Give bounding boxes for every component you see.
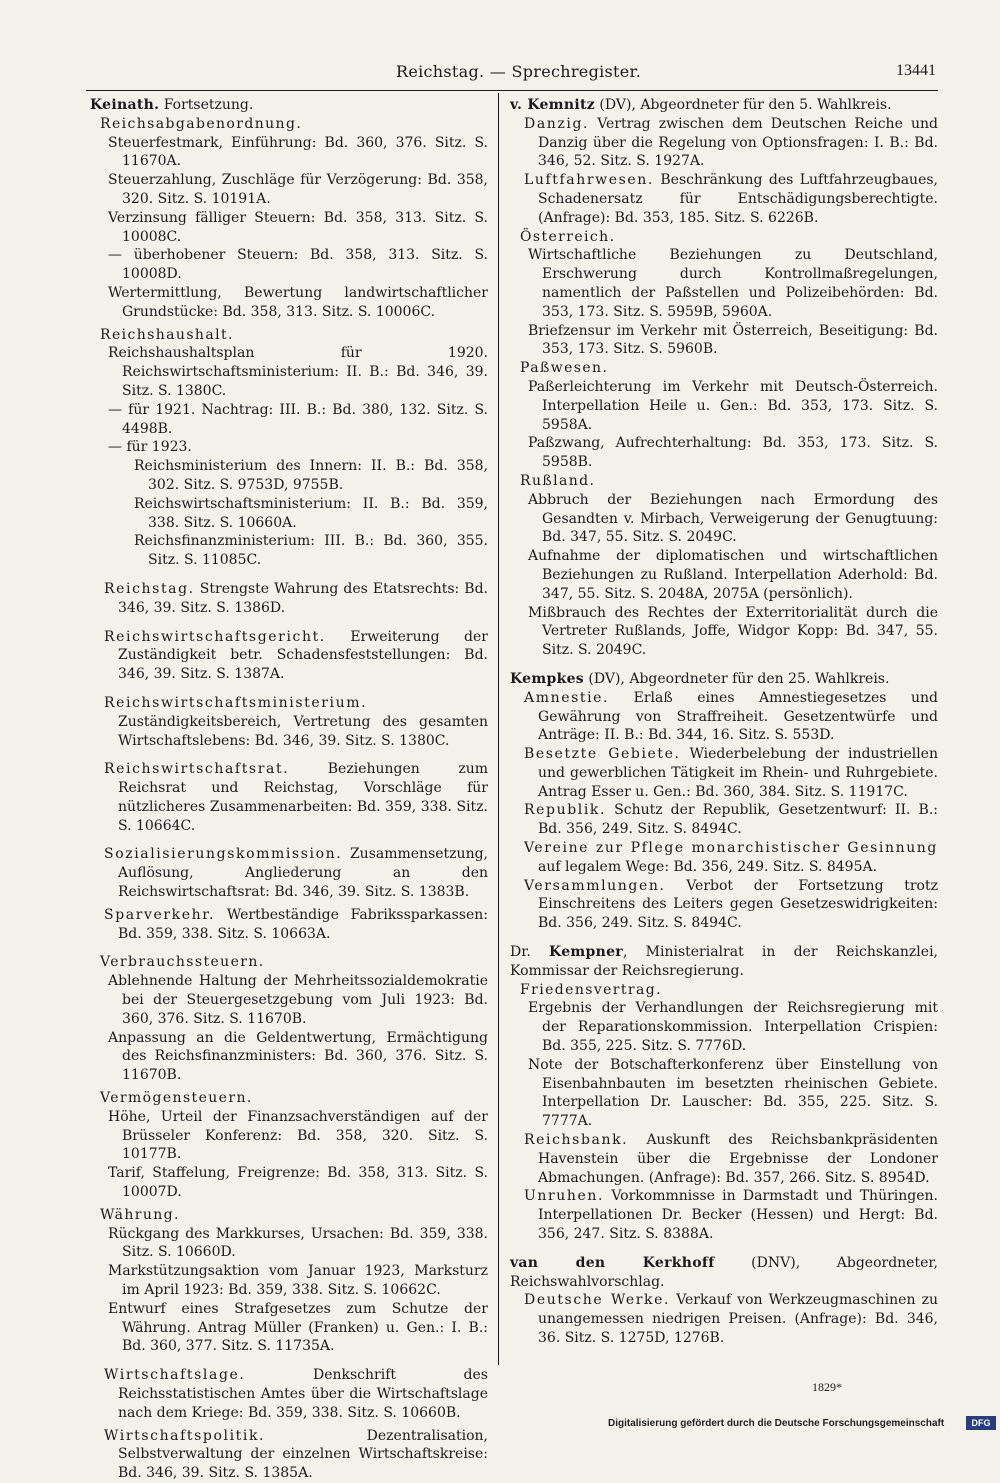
topic-label: Reichshaushalt.	[100, 326, 234, 343]
topic-label: Reichsabgabenordnung.	[100, 115, 303, 132]
speaker-heading-kempner: Dr. Kempner, Ministerialrat in der Reichskanzlei, Kommissar der Reichsregierung.	[510, 944, 939, 979]
topic-run-entry: Versammlungen. Verbot der Fortsetzung trotz Einschreitens des Leiters gegen Gesetzeswidrigkeiten: Bd. 356, 249. Sitz. S. 8494C.	[524, 877, 938, 932]
index-entry: Paßerleichterung im Verkehr mit Deutsch-Österreich. Interpellation Heile u. Gen.: Bd. 353, 173. Sitz. S. 5958A.	[528, 378, 938, 433]
topic-run-entry: Reichsbank. Auskunft des Reichsbankpräsidenten Havenstein über die Ergebnisse der Londoner Abmachungen. (Anfrage): Bd. 357, 266. Sitz. S. 8954D.	[524, 1132, 938, 1186]
topic-run-entry: Wirtschaftslage. Denkschrift des Reichsstatistischen Amtes über die Wirtschaftslage nach dem Kriege: Bd. 359, 338. Sitz. S. 10660B.	[104, 1367, 488, 1421]
topic-label: Vermögensteuern.	[100, 1090, 253, 1107]
index-entry: Abbruch der Beziehungen nach Ermordung des Gesandten v. Mirbach, Verweigerung der Genugtuung: Bd. 347, 55. Sitz. S. 2049C.	[528, 491, 938, 546]
topic-run-entry: Sparverkehr. Wertbeständige Fabrikssparkassen: Bd. 359, 338. Sitz. S. 10663A.	[104, 906, 488, 942]
index-entry: Ergebnis der Verhandlungen der Reichsregierung mit der Reparationskommission. Interpellation Crispien: Bd. 355, 225. Sitz. S. 7776D.	[528, 1000, 938, 1055]
index-entry: Mißbrauch des Rechtes der Exterritorialität durch die Vertreter Rußlands, Joffe, Widgor Kopp: Bd. 347, 55. Sitz. S. 2049C.	[528, 604, 938, 659]
index-entry: Wirtschaftliche Beziehungen zu Deutschland, Erschwerung durch Kontrollmaßregelungen, namentlich der Paßstellen und Polizeibehörden: Bd. 353, 173. Sitz. S. 5959B, 5960A.	[528, 247, 938, 320]
index-entry: Tarif, Staffelung, Freigrenze: Bd. 358, 313. Sitz. S. 10007D.	[108, 1165, 488, 1201]
index-entry: Wertermittlung, Bewertung landwirtschaftlicher Grundstücke: Bd. 358, 313. Sitz. S. 10006C.	[108, 284, 488, 320]
index-entry: Briefzensur im Verkehr mit Österreich, Beseitigung: Bd. 353, 173. Sitz. S. 5960B.	[528, 322, 938, 358]
funding-footer: Digitalisierung gefördert durch die Deutsche Forschungsgemeinschaft	[608, 1418, 945, 1429]
index-entry: — für 1923.	[108, 439, 192, 456]
left-column	[90, 96, 488, 1483]
topic-run-entry: Republik. Schutz der Republik, Gesetzentwurf: II. B.: Bd. 356, 249. Sitz. S. 8494C.	[524, 802, 938, 838]
index-entry: — überhobener Steuern: Bd. 358, 313. Sitz. S. 10008D.	[108, 247, 488, 283]
index-entry: Note der Botschafterkonferenz über Einstellung von Eisenbahnbauten im besetzten rheinischen Gebiete. Interpellation Dr. Lauscher: Bd. 355, 225. Sitz. S. 7777A.	[528, 1056, 938, 1130]
index-entry: Verzinsung fälliger Steuern: Bd. 358, 313. Sitz. S. 10008C.	[108, 209, 488, 245]
speaker-heading-kerkhoff: van den Kerkhoff (DNV), Abgeordneter, Reichswahlvorschlag.	[510, 1254, 938, 1290]
topic-run-entry: Reichswirtschaftsgericht. Erweiterung der Zuständigkeit betr. Schadensfeststellungen: Bd. 346, 39. Sitz. S. 1387A.	[104, 628, 488, 683]
page-header	[86, 60, 938, 91]
topic-run-entry: Reichstag. Strengste Wahrung des Etatsrechts: Bd. 346, 39. Sitz. S. 1386D.	[104, 580, 488, 616]
topic-run-entry: Sozialisierungskommission. Zusammensetzung, Auflösung, Angliederung an den Reichswirtschaftsrat: Bd. 346, 39. Sitz. S. 1383B.	[104, 846, 488, 901]
topic-run-entry: Danzig. Vertrag zwischen dem Deutschen Reiche und Danzig über die Regelung von Optionsfragen: I. B.: Bd. 346, 52. Sitz. S. 1927A.	[524, 115, 938, 170]
page-number: 13441	[896, 62, 936, 79]
topic-label: Verbrauchssteuern.	[100, 954, 265, 971]
index-entry: Rückgang des Markkurses, Ursachen: Bd. 359, 338. Sitz. S. 10660D.	[108, 1225, 488, 1261]
topic-run-entry: Luftfahrwesen. Beschränkung des Luftfahrzeugbaues, Schadenersatz für Entschädigungsberechtigte. (Anfrage): Bd. 353, 185. Sitz. S. 6226B.	[524, 172, 938, 226]
speaker-heading-kempkes: Kempkes (DV), Abgeordneter für den 25. Wahlkreis.	[510, 670, 890, 687]
index-entry: Ablehnende Haltung der Mehrheitssozialdemokratie bei der Steuergesetzgebung vom Juli 1923: Bd. 360, 376. Sitz. S. 11670B.	[108, 973, 488, 1027]
topic-run-entry: Besetzte Gebiete. Wiederbelebung der industriellen und gewerblichen Tätigkeit im Rhein- und Ruhrgebiete. Antrag Esser u. Gen.: Bd. 360, 384. Sitz. S. 11917C.	[524, 746, 938, 800]
index-entry: — für 1921. Nachtrag: III. B.: Bd. 380, 132. Sitz. S. 4498B.	[108, 401, 488, 437]
index-entry: Entwurf eines Strafgesetzes zum Schutze der Währung. Antrag Müller (Franken) u. Gen.: I. B.: Bd. 360, 377. Sitz. S. 11735A.	[108, 1300, 488, 1355]
index-subentry: Reichsministerium des Innern: II. B.: Bd. 358, 302. Sitz. S. 9753D, 9755B.	[134, 458, 488, 493]
index-entry: Aufnahme der diplomatischen und wirtschaftlichen Beziehungen zu Rußland. Interpellation Aderhold: Bd. 347, 55. Sitz. S. 2048A, 2075A (persönlich).	[528, 548, 938, 602]
topic-label: Rußland.	[520, 472, 596, 489]
speaker-heading-keinath: Keinath. Fortsetzung.	[90, 97, 254, 113]
index-subentry: Reichsfinanzministerium: III. B.: Bd. 360, 355. Sitz. S. 11085C.	[134, 533, 488, 569]
index-entry: Markstützungsaktion vom Januar 1923, Marksturz im April 1923: Bd. 359, 338. Sitz. S. 10662C.	[108, 1263, 488, 1299]
topic-label: Währung.	[100, 1206, 180, 1223]
index-entry: Anpassung an die Geldentwertung, Ermächtigung des Reichsfinanzministers: Bd. 360, 376. Sitz. S. 11670B.	[108, 1029, 488, 1084]
index-subentry: Reichswirtschaftsministerium: II. B.: Bd. 359, 338. Sitz. S. 10660A.	[134, 495, 488, 531]
right-column	[510, 96, 938, 1348]
dfg-logo: DFG	[966, 1416, 996, 1430]
topic-run-entry: Deutsche Werke. Verkauf von Werkzeugmaschinen zu unangemessen niedrigen Preisen. (Anfrage): Bd. 346, 36. Sitz. S. 1275D, 1276B.	[524, 1292, 938, 1346]
topic-run-entry: Reichswirtschaftsministerium. Zuständigkeitsbereich, Vertretung des gesamten Wirtschaftslebens: Bd. 346, 39. Sitz. S. 1380C.	[104, 694, 488, 749]
topic-run-entry: Unruhen. Vorkommnisse in Darmstadt und Thüringen. Interpellationen Dr. Becker (Hessen) und Hergt: Bd. 356, 247. Sitz. S. 8388A.	[524, 1188, 938, 1243]
index-entry: Steuerfestmark, Einführung: Bd. 360, 376. Sitz. S. 11670A.	[108, 134, 488, 170]
topic-label: Österreich.	[520, 228, 616, 245]
index-entry: Reichshaushaltsplan für 1920. Reichswirtschaftsministerium: II. B.: Bd. 346, 39. Sitz. S. 1380C.	[108, 345, 488, 399]
printer-signature: 1829*	[812, 1380, 842, 1394]
topic-run-entry: Wirtschaftspolitik. Dezentralisation, Selbstverwaltung der einzelnen Wirtschaftskreise: Bd. 346, 39. Sitz. S. 1385A.	[104, 1427, 488, 1482]
topic-run-entry: Vereine zur Pflege monarchistischer Gesinnung auf legalem Wege: Bd. 356, 249. Sitz. S. 8495A.	[524, 840, 938, 875]
index-entry: Steuerzahlung, Zuschläge für Verzögerung: Bd. 358, 320. Sitz. S. 10191A.	[108, 172, 488, 207]
topic-run-entry: Amnestie. Erlaß eines Amnestiegesetzes und Gewährung von Straffreiheit. Gesetzentwürfe und Anträge: II. B.: Bd. 344, 16. Sitz. S. 553D.	[524, 689, 938, 744]
topic-label: Paßwesen.	[520, 360, 609, 377]
topic-label: Friedensvertrag.	[520, 981, 662, 998]
column-divider	[498, 93, 499, 1365]
index-entry: Paßzwang, Aufrechterhaltung: Bd. 353, 173. Sitz. S. 5958B.	[528, 435, 938, 471]
index-entry: Höhe, Urteil der Finanzsachverständigen auf der Brüsseler Konferenz: Bd. 358, 320. Sitz. S. 10177B.	[108, 1108, 488, 1163]
topic-run-entry: Reichswirtschaftsrat. Beziehungen zum Reichsrat und Reichstag, Vorschläge für nützlicheres Zusammenarbeiten: Bd. 359, 338. Sitz. S. 10664C.	[104, 761, 488, 834]
speaker-heading-kemnitz: v. Kemnitz (DV), Abgeordneter für den 5. Wahlkreis.	[510, 97, 892, 113]
running-head: Reichstag. — Sprechregister.	[396, 62, 642, 81]
